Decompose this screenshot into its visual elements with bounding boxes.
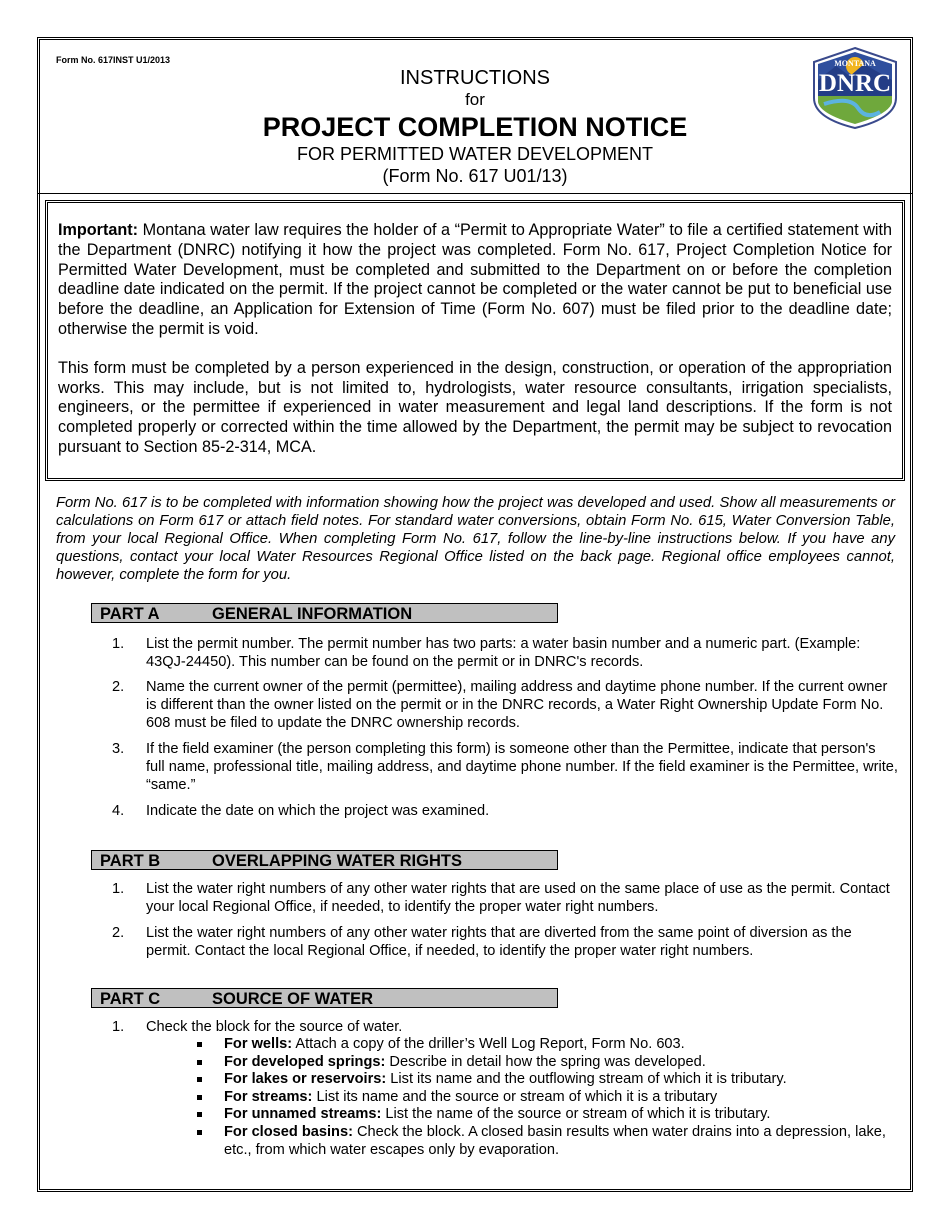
bullet-lead: For wells: [224,1036,293,1052]
bullet-lead: For streams: [224,1088,313,1105]
bullet-square-icon [197,1060,202,1065]
bullet-text: Attach a copy of the driller’s Well Log Report, Form No. 603. [292,1036,685,1052]
title-block [0,66,950,187]
list-item [112,802,898,820]
title-for: for [465,90,485,109]
important-text-1: Montana water law requires the holder of a “Permit to Appropriate Water” to file a certified statement with the Department (DNRC) notifying it how the project was completed. Form No. 617, Project Completion Notice for Permitted Water Development, must be completed and submitted to the Department on or before the completion deadline date indicated on the permit. If the project cannot be completed or the water cannot be put to beneficial use before the deadline, an Application for Extension of Time (Form No. 607) must be filed prior to the deadline date; otherwise the permit is void. [58,221,892,338]
logo-text: DNRC [818,70,892,97]
part-a-header [91,603,558,623]
bullet-square-icon [197,1077,202,1082]
bullet-text: Describe in detail how the spring was developed. [385,1053,706,1070]
part-b-list [112,880,898,960]
list-item [224,1124,896,1159]
bullet-text: List the name of the source or stream of which it is tributary. [381,1106,771,1123]
list-item [112,924,898,960]
item-number: 1. [112,636,125,652]
part-c-title: SOURCE OF WATER [212,990,374,1008]
list-item [112,1018,898,1036]
list-item [112,635,898,671]
item-text: Check the block for the source of water. [146,1019,403,1035]
bullet-square-icon [197,1112,202,1117]
bullet-text: Check the block. A closed basin results when water drains into a depression, lake, etc., from which water escapes only by evaporation. [224,1123,886,1158]
list-item [224,1071,896,1089]
item-number: 3. [112,741,125,757]
title-instructions: INSTRUCTIONS [400,67,550,89]
bullet-text: List its name and the outflowing stream of which it is tributary. [386,1071,787,1088]
dnrc-logo-icon [810,46,900,130]
form-number: Form No. 617INST U1/2013 [56,55,171,65]
part-b-title: OVERLAPPING WATER RIGHTS [212,852,462,870]
logo-top-text: MONTANA [834,59,876,68]
part-c-header [91,988,558,1008]
bullet-lead: For developed springs: [224,1053,386,1070]
part-c-list [112,1018,898,1036]
part-b-header [91,850,558,870]
item-number: 4. [112,803,125,819]
list-item [224,1089,896,1107]
list-item [224,1106,896,1124]
item-number: 2. [112,925,125,941]
part-a-list [112,635,898,820]
item-text: List the permit number. The permit number has two parts: a water basin number and a numeric part. (Example: 43QJ-24450). This number can be found on the permit or in DNRC's records. [146,636,861,670]
important-notice-box [45,200,905,481]
list-item [224,1036,896,1054]
bullet-square-icon [197,1095,202,1100]
important-paragraph-1 [58,221,892,340]
bullet-lead: For lakes or reservoirs: [224,1071,387,1088]
page-title: PROJECT COMPLETION NOTICE [262,112,688,142]
important-lead: Important: [58,221,139,239]
item-number: 1. [112,881,125,897]
important-paragraph-2: This form must be completed by a person experienced in the design, construction, or operation of the appropriation works. This may include, but is not limited to, hydrologists, water resource consultants, irrigation specialists, engineers, or the permittee if experienced in water measurement and legal land descriptions. If the form is not completed properly or corrected within the time allowed by the Department, the permit may be subject to revocation pursuant to Section 85-2-314, MCA. [58,358,892,456]
part-c-label: PART C [100,990,161,1008]
item-text: Indicate the date on which the project was examined. [146,803,490,819]
item-number: 1. [112,1019,125,1035]
bullet-square-icon [197,1042,202,1047]
list-item [112,880,898,916]
water-source-bullets [224,1036,896,1159]
list-item [112,740,898,794]
item-text: List the water right numbers of any other water rights that are used on the same place of use as the permit. Contact your local Regional Office, if needed, to identify the proper water right numbers. [146,881,890,915]
list-item [112,678,898,732]
bullet-lead: For unnamed streams: [224,1106,382,1123]
title-subtitle: FOR PERMITTED WATER DEVELOPMENT [296,144,654,164]
part-b-label: PART B [100,852,161,870]
part-a-title: GENERAL INFORMATION [212,605,413,623]
item-text: If the field examiner (the person completing this form) is someone other than the Permittee, indicate that person's full name, professional title, mailing address, and daytime phone number. If the field examiner is the Permittee, write, “same.” [146,741,898,793]
item-text: Name the current owner of the permit (permittee), mailing address and daytime phone number. If the current owner is different than the owner listed on the permit or in the DNRC records, a Water Right Ownership Update Form No. 608 must be filed to update the DNRC ownership records. [146,679,888,731]
bullet-lead: For closed basins: [224,1123,353,1140]
title-form-ref: (Form No. 617 U01/13) [382,166,568,186]
list-item [224,1054,896,1072]
item-number: 2. [112,679,125,695]
intro-paragraph: Form No. 617 is to be completed with information showing how the project was developed and used. Show all measurements or calculations on Form 617 or attach field notes. For standard water conversions, obtain Form No. 615, Water Conversion Table, from your local Regional Office. When completing Form No. 617, follow the line-by-line instructions below. If you have any questions, contact your local Water Resources Regional Office listed on the back page. Regional office employees cannot, however, complete the form for you. [56,495,895,583]
bullet-text: List its name and the source or stream of which it is a tributary [312,1088,718,1105]
item-text: List the water right numbers of any other water rights that are diverted from the same point of diversion as the permit. Contact the local Regional Office, if needed, to identify the proper water right numbers. [146,925,852,959]
header-divider [37,193,913,194]
part-a-label: PART A [100,605,160,623]
bullet-square-icon [197,1130,202,1135]
